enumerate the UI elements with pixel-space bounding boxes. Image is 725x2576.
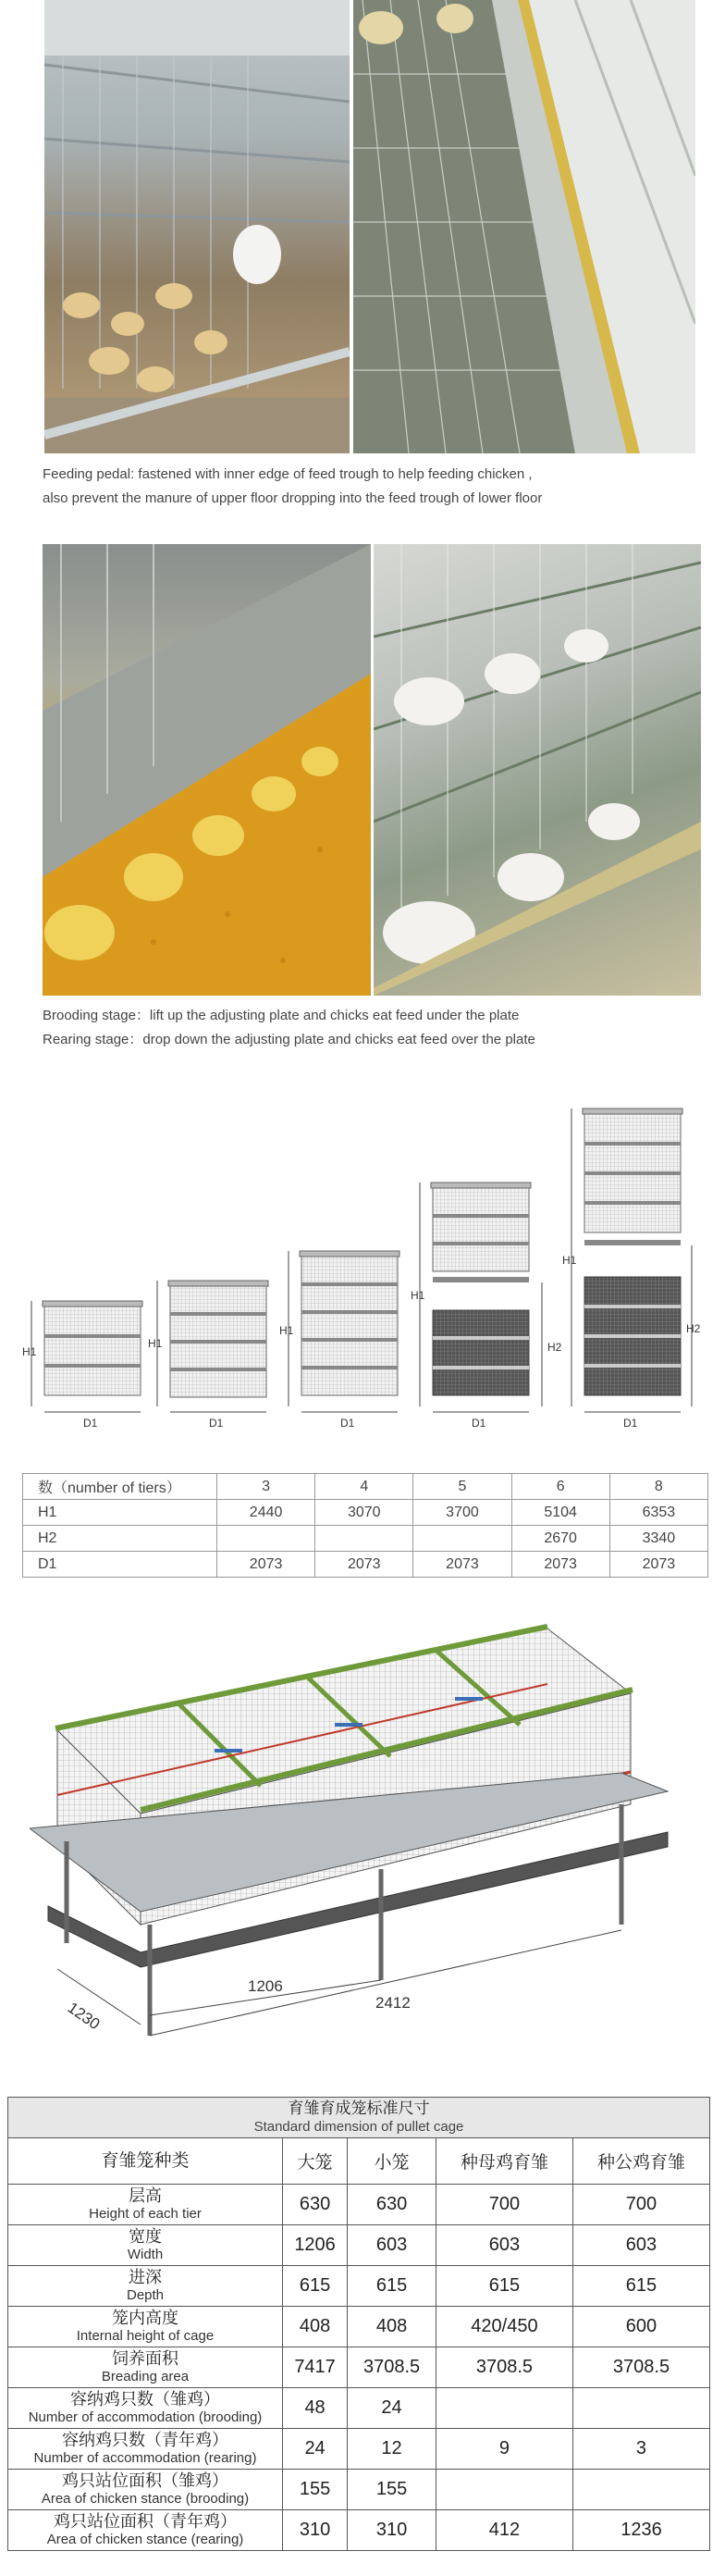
row-label-zh: 宽度 (129, 2226, 162, 2246)
column-header: 小笼 (348, 2138, 436, 2185)
diagram-6-d1-label: D1 (472, 1417, 486, 1430)
table-cell: 310 (283, 2510, 348, 2551)
row-label-en: Width (127, 2246, 164, 2262)
table-cell: 155 (348, 2470, 436, 2510)
table-row (8, 2185, 710, 2225)
diagram-5-d1-label: D1 (340, 1417, 355, 1430)
column-header: 大笼 (283, 2138, 348, 2185)
table-cell: 2073 (511, 1552, 609, 1578)
table-cell: 3708.5 (572, 2347, 709, 2388)
row-label-en: Breading area (101, 2368, 190, 2384)
table-cell (572, 2388, 709, 2429)
table-cell: 2073 (217, 1552, 315, 1578)
diagram-3-d1-label: D1 (83, 1417, 98, 1430)
table-row (8, 2510, 710, 2551)
table-cell: 615 (283, 2266, 348, 2307)
stage-caption (43, 1004, 535, 1052)
table-cell: 2440 (217, 1500, 315, 1526)
table-cell: 615 (572, 2266, 709, 2307)
table-cell: 1236 (572, 2510, 709, 2551)
row-label-zh: 笼内高度 (112, 2308, 178, 2327)
row-label (8, 2266, 283, 2307)
row-label-en: Depth (126, 2286, 165, 2303)
table-cell: 603 (572, 2225, 709, 2266)
diagram-8-h1-label: H1 (562, 1254, 577, 1267)
table-cell: 3700 (413, 1500, 511, 1526)
table-row (23, 1500, 708, 1526)
table-cell: 603 (436, 2225, 572, 2266)
render-depth-label: 1230 (64, 1999, 104, 2034)
row-label-en: Height of each tier (89, 2205, 202, 2222)
table-cell: 630 (348, 2185, 436, 2225)
table-row (8, 2347, 710, 2388)
table-cell (572, 2470, 709, 2510)
rearing-stage-caption: Rearing stage：drop down the adjusting plate and chicks eat feed over the plate (43, 1032, 535, 1047)
table-cell: 3 (572, 2429, 709, 2470)
row-label (8, 2307, 283, 2347)
table-cell: 630 (283, 2185, 348, 2225)
table-cell (217, 1526, 315, 1552)
tiers-table-header (23, 1474, 708, 1500)
table-cell: 7417 (283, 2347, 348, 2388)
render-half-length-label: 1206 (248, 1977, 283, 1995)
table-cell: 1206 (283, 2225, 348, 2266)
row-label-zh: 层高 (129, 2186, 162, 2205)
row-label-en: Number of accommodation (rearing) (33, 2449, 257, 2466)
row-label-zh: 进深 (129, 2267, 162, 2286)
table-cell: 3708.5 (436, 2347, 572, 2388)
brooding-stage-caption: Brooding stage：lift up the adjusting plate and chicks eat feed under the plate (43, 1008, 520, 1023)
pullet-table-title-en: Standard dimension of pullet cage (253, 2118, 464, 2135)
row-label (8, 2347, 283, 2388)
row-label-zh: 饲养面积 (112, 2348, 178, 2368)
row-label-en: Number of accommodation (brooding) (28, 2409, 263, 2425)
diagram-4-tiers (148, 1281, 268, 1430)
tiers-dimension-table (22, 1473, 708, 1578)
table-cell: 412 (436, 2510, 572, 2551)
pullet-table-header (8, 2138, 710, 2185)
table-cell: 24 (348, 2388, 436, 2429)
table-row (8, 2307, 710, 2347)
table-cell: 615 (348, 2266, 436, 2307)
table-cell: 408 (348, 2307, 436, 2347)
table-row (23, 1526, 708, 1552)
table-cell: 603 (348, 2225, 436, 2266)
table-cell: D1 (23, 1552, 217, 1578)
cage-tier-diagrams (18, 1092, 703, 1434)
row-label (8, 2429, 283, 2470)
tiers-header-cell: 4 (315, 1474, 413, 1500)
table-cell: 2073 (315, 1552, 413, 1578)
row-label-zh: 容纳鸡只数（雏鸡） (70, 2389, 220, 2409)
photo-feeding-pedal (353, 0, 695, 453)
feeding-pedal-caption-line2: also prevent the manure of upper floor dropping into the feed trough of lower floor (43, 490, 543, 506)
photo-brooding-stage (43, 544, 371, 996)
table-cell: 48 (283, 2388, 348, 2429)
pullet-table-title-zh: 育雏育成笼标准尺寸 (288, 2099, 430, 2117)
table-cell: H1 (23, 1500, 217, 1526)
table-cell: 615 (436, 2266, 572, 2307)
table-row (8, 2225, 710, 2266)
column-header: 育雏笼种类 (8, 2138, 283, 2185)
column-header: 种母鸡育雏 (436, 2138, 572, 2185)
diagram-5-tiers (279, 1251, 399, 1430)
diagram-6-h2-label: H2 (547, 1341, 562, 1354)
row-label-zh: 鸡只站位面积（青年鸡） (54, 2511, 237, 2531)
row-label-zh: 鸡只站位面积（雏鸡） (62, 2471, 228, 2490)
row-label-en: Internal height of cage (76, 2327, 215, 2344)
diagram-4-d1-label: D1 (209, 1417, 224, 1430)
column-header: 种公鸡育雏 (572, 2138, 709, 2185)
pullet-table-title (8, 2098, 710, 2138)
table-cell: 9 (436, 2429, 572, 2470)
table-cell: 600 (572, 2307, 709, 2347)
row-label (8, 2388, 283, 2429)
diagram-3-h1-label: H1 (22, 1345, 37, 1358)
row-label (8, 2225, 283, 2266)
table-row (8, 2388, 710, 2429)
row-label-en: Area of chicken stance (rearing) (46, 2531, 244, 2547)
table-cell: 6353 (609, 1500, 707, 1526)
row-label-en: Area of chicken stance (brooding) (41, 2490, 250, 2507)
table-row (8, 2429, 710, 2470)
table-cell: 310 (348, 2510, 436, 2551)
diagram-8-tiers (562, 1108, 701, 1430)
table-cell: 2670 (511, 1526, 609, 1552)
diagram-8-h2-label: H2 (686, 1322, 701, 1335)
table-cell: 2073 (413, 1552, 511, 1578)
pullet-table-title-row (8, 2098, 710, 2138)
table-row (8, 2266, 710, 2307)
tiers-header-cell: 数（number of tiers） (23, 1474, 217, 1500)
table-cell: 5104 (511, 1500, 609, 1526)
table-cell: 408 (283, 2307, 348, 2347)
table-cell: 12 (348, 2429, 436, 2470)
feeding-pedal-caption (43, 463, 542, 511)
table-cell (436, 2388, 572, 2429)
photo-chicks-in-cage (44, 0, 350, 453)
tiers-header-cell: 6 (511, 1474, 609, 1500)
row-label (8, 2470, 283, 2510)
tiers-header-cell: 8 (609, 1474, 707, 1500)
diagram-3-tiers (22, 1301, 142, 1430)
table-cell: 3708.5 (348, 2347, 436, 2388)
diagram-6-h1-label: H1 (411, 1289, 425, 1302)
table-cell (436, 2470, 572, 2510)
row-label (8, 2510, 283, 2551)
tiers-header-cell: 3 (217, 1474, 315, 1500)
table-cell: 700 (572, 2185, 709, 2225)
table-cell: H2 (23, 1526, 217, 1552)
diagram-6-tiers (411, 1183, 562, 1430)
pullet-cage-render (30, 1610, 699, 2045)
table-cell: 155 (283, 2470, 348, 2510)
table-cell: 2073 (609, 1552, 707, 1578)
pullet-cage-dimension-table (7, 2097, 710, 2551)
render-length-label: 2412 (375, 1994, 411, 2012)
table-row (8, 2470, 710, 2510)
table-cell: 3340 (609, 1526, 707, 1552)
feeding-pedal-caption-line1: Feeding pedal: fastened with inner edge of feed trough to help feeding chicken , (43, 466, 533, 482)
row-label-zh: 容纳鸡只数（青年鸡） (62, 2430, 228, 2449)
diagram-4-h1-label: H1 (148, 1337, 163, 1350)
diagram-5-h1-label: H1 (279, 1324, 294, 1337)
tiers-header-cell: 5 (413, 1474, 511, 1500)
table-cell: 700 (436, 2185, 572, 2225)
diagram-8-d1-label: D1 (623, 1417, 638, 1430)
photo-rearing-stage (374, 544, 701, 996)
row-label (8, 2185, 283, 2225)
table-cell: 3070 (315, 1500, 413, 1526)
table-cell: 420/450 (436, 2307, 572, 2347)
table-cell (413, 1526, 511, 1552)
table-row (23, 1552, 708, 1578)
table-cell (315, 1526, 413, 1552)
table-cell: 24 (283, 2429, 348, 2470)
